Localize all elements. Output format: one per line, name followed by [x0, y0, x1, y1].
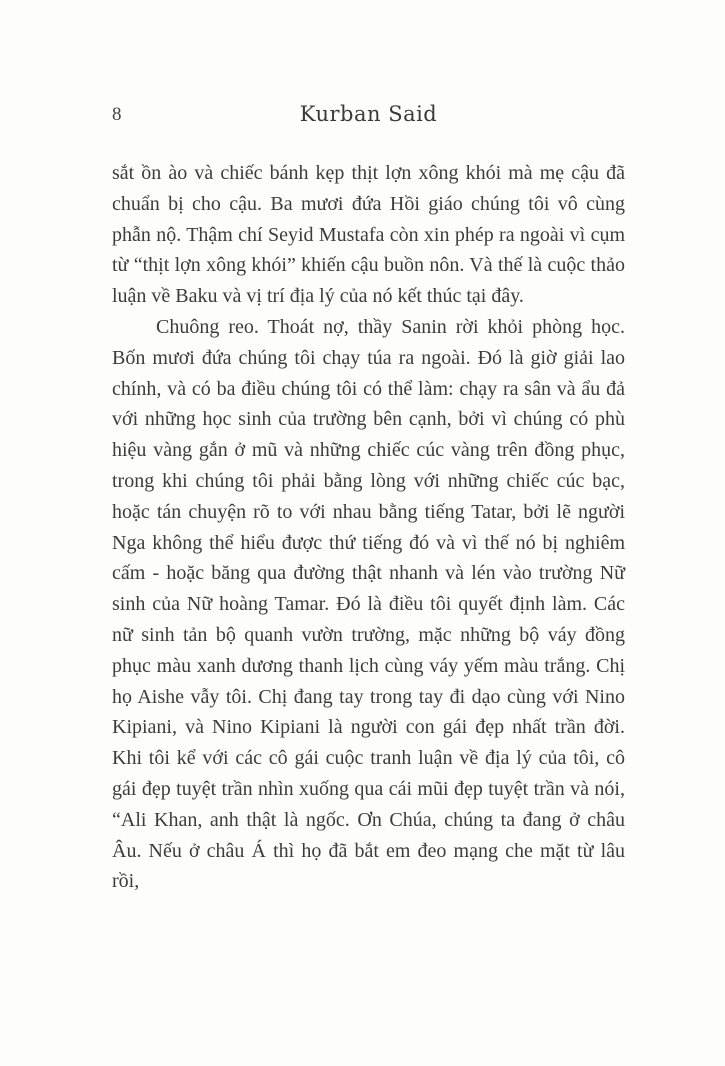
- paragraph: sắt ồn ào và chiếc bánh kẹp thịt lợn xông khói mà mẹ cậu đã chuẩn bị cho cậu. Ba mươi đứa Hồi giáo chúng tôi vô cùng phẫn nộ. Thậm chí Seyid Mustafa còn xin phép ra ngoài vì cụm từ “thịt lợn xông khói” khiến cậu buồn nôn. Và thế là cuộc thảo luận về Baku và vị trí địa lý của nó kết thúc tại đây.: [112, 162, 625, 308]
- page-body: [112, 158, 625, 897]
- page-header: [112, 102, 625, 132]
- page-number: 8: [112, 104, 122, 125]
- running-title: Kurban Said: [299, 102, 438, 126]
- paragraph: Chuông reo. Thoát nợ, thầy Sanin rời khỏi phòng học. Bốn mươi đứa chúng tôi chạy túa ra ngoài. Đó là giờ giải lao chính, và có ba điều chúng tôi có thể làm: chạy ra sân và ẩu đả với những học sinh của trường bên cạnh, bởi vì chúng có phù hiệu vàng gắn ở mũ và những chiếc cúc vàng trên đồng phục, trong khi chúng tôi phải bằng lòng với những chiếc cúc bạc, hoặc tán chuyện rõ to với nhau bằng tiếng Tatar, bởi lẽ người Nga không thể hiểu được thứ tiếng đó và vì thế nó bị nghiêm cấm - hoặc băng qua đường thật nhanh và lén vào trường Nữ sinh của Nữ hoàng Tamar. Đó là điều tôi quyết định làm. Các nữ sinh tản bộ quanh vườn trường, mặc những bộ váy đồng phục màu xanh dương thanh lịch cùng váy yếm màu trắng. Chị họ Aishe vẫy tôi. Chị đang tay trong tay đi dạo cùng với Nino Kipiani, và Nino Kipiani là người con gái đẹp nhất trần đời. Khi tôi kể với các cô gái cuộc tranh luận về địa lý của tôi, cô gái đẹp tuyệt trần nhìn xuống qua cái mũi đẹp tuyệt trần và nói, “Ali Khan, anh thật là ngốc. Ơn Chúa, chúng ta đang ở châu Âu. Nếu ở châu Á thì họ đã bắt em đeo mạng che mặt từ lâu rồi,: [112, 315, 625, 893]
